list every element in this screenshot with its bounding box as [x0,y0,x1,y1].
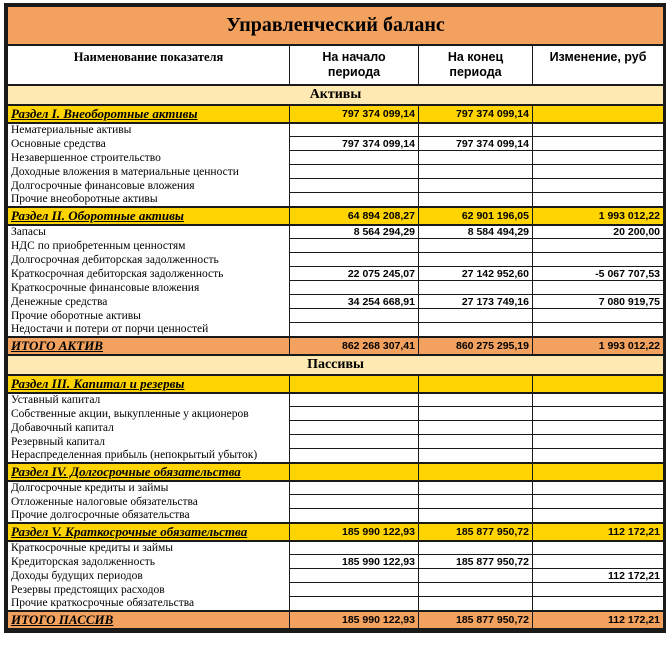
cell-change: 112 172,21 [533,569,664,583]
table-row [8,323,664,337]
header-row [8,45,664,85]
cell-start: 64 894 208,27 [290,207,419,225]
table-row [8,267,664,281]
row-label: Прочие краткосрочные обязательства [8,597,290,611]
cell-start [290,323,419,337]
row-label: Раздел V. Краткосрочные обязательства [8,523,290,541]
cell-change: 1 993 012,22 [533,337,664,355]
table-row [8,421,664,435]
cell-start [290,463,419,481]
cell-end [419,309,533,323]
row-label: Краткосрочная дебиторская задолженность [8,267,290,281]
cell-end: 185 877 950,72 [419,523,533,541]
table-row [8,495,664,509]
cell-change [533,541,664,555]
row-label: Денежные средства [8,295,290,309]
table-row [8,449,664,463]
table-row [8,137,664,151]
row-label: Добавочный капитал [8,421,290,435]
row-label: Раздел IV. Долгосрочные обязательства [8,463,290,481]
row-label: Прочие долгосрочные обязательства [8,509,290,523]
cell-start [290,281,419,295]
cell-end [419,165,533,179]
table-row [8,309,664,323]
table-row [8,179,664,193]
table-row [8,151,664,165]
table-row [8,393,664,407]
cell-change [533,421,664,435]
row-label: Долгосрочные финансовые вложения [8,179,290,193]
table-row [8,583,664,597]
balance-table [7,6,664,630]
cell-change: 20 200,00 [533,225,664,239]
cell-start [290,421,419,435]
cell-end [419,393,533,407]
cell-end: 8 584 494,29 [419,225,533,239]
cell-start [290,393,419,407]
row-label: Раздел II. Оборотные активы [8,207,290,225]
cell-change [533,481,664,495]
cell-end: 185 877 950,72 [419,611,533,629]
cell-start: 185 990 122,93 [290,611,419,629]
cell-start: 185 990 122,93 [290,523,419,541]
table-row [8,569,664,583]
row-label: Раздел III. Капитал и резервы [8,375,290,393]
cell-start: 22 075 245,07 [290,267,419,281]
cell-change [533,309,664,323]
cell-end [419,123,533,137]
cell-change [533,123,664,137]
cell-start [290,435,419,449]
cell-start [290,375,419,393]
row-label: Краткосрочные финансовые вложения [8,281,290,295]
row-label: НДС по приобретенным ценностям [8,239,290,253]
col-header-change [533,45,664,85]
cell-end [419,253,533,267]
cell-change [533,375,664,393]
band-row [8,85,664,105]
cell-end [419,597,533,611]
table-row [8,509,664,523]
row-label: Кредиторская задолженность [8,555,290,569]
cell-change [533,393,664,407]
cell-end [419,583,533,597]
row-label: Незавершенное строительство [8,151,290,165]
cell-change [533,597,664,611]
cell-start [290,151,419,165]
row-label: Уставный капитал [8,393,290,407]
table-row [8,555,664,569]
cell-change [533,583,664,597]
table-row [8,193,664,207]
cell-end [419,375,533,393]
row-label: ИТОГО ПАССИВ [8,611,290,629]
cell-end [419,449,533,463]
col-header-period-start [290,45,419,85]
section-row [8,105,664,123]
row-label: Раздел I. Внеоборотные активы [8,105,290,123]
cell-change [533,463,664,481]
cell-start [290,495,419,509]
cell-start [290,123,419,137]
cell-start: 8 564 294,29 [290,225,419,239]
section-row [8,207,664,225]
cell-end: 797 374 099,14 [419,105,533,123]
cell-start [290,407,419,421]
cell-end [419,179,533,193]
cell-start: 185 990 122,93 [290,555,419,569]
cell-end [419,569,533,583]
cell-change: 112 172,21 [533,611,664,629]
cell-change [533,435,664,449]
cell-start: 797 374 099,14 [290,105,419,123]
row-label: ИТОГО АКТИВ [8,337,290,355]
table-row [8,281,664,295]
cell-start: 862 268 307,41 [290,337,419,355]
section-row [8,523,664,541]
cell-start [290,481,419,495]
table-row [8,123,664,137]
row-label: Доходные вложения в материальные ценности [8,165,290,179]
cell-change [533,449,664,463]
report-frame [4,3,666,633]
cell-end [419,463,533,481]
row-label: Резервы предстоящих расходов [8,583,290,597]
cell-end: 27 142 952,60 [419,267,533,281]
col-header-name-label: Наименование показателя [73,49,224,64]
cell-end [419,323,533,337]
table-row [8,481,664,495]
table-row [8,435,664,449]
cell-change [533,281,664,295]
cell-change [533,407,664,421]
row-label: Доходы будущих периодов [8,569,290,583]
band-label: Активы [8,85,664,105]
cell-change [533,165,664,179]
cell-change [533,555,664,569]
cell-change [533,495,664,509]
cell-end: 797 374 099,14 [419,137,533,151]
table-row [8,541,664,555]
row-label: Прочие внеоборотные активы [8,193,290,207]
cell-end [419,509,533,523]
cell-change [533,179,664,193]
row-label: Запасы [8,225,290,239]
cell-start [290,165,419,179]
title-row [8,7,664,45]
cell-end: 185 877 950,72 [419,555,533,569]
cell-start: 34 254 668,91 [290,295,419,309]
row-label: Нематериальные активы [8,123,290,137]
cell-end [419,151,533,165]
cell-start [290,509,419,523]
col-header-name [8,45,290,85]
table-row [8,253,664,267]
row-label: Долгосрочная дебиторская задолженность [8,253,290,267]
cell-start [290,449,419,463]
cell-end [419,421,533,435]
col-header-period-end [419,45,533,85]
row-label: Собственные акции, выкупленные у акционеров [8,407,290,421]
row-label: Прочие оборотные активы [8,309,290,323]
row-label: Долгосрочные кредиты и займы [8,481,290,495]
row-label: Резервный капитал [8,435,290,449]
cell-end [419,193,533,207]
cell-change [533,151,664,165]
cell-start [290,569,419,583]
cell-start [290,253,419,267]
cell-end [419,495,533,509]
cell-change [533,193,664,207]
cell-start [290,597,419,611]
cell-change: 7 080 919,75 [533,295,664,309]
table-row [8,597,664,611]
cell-start [290,309,419,323]
cell-start: 797 374 099,14 [290,137,419,151]
cell-change [533,509,664,523]
cell-change [533,239,664,253]
section-row [8,463,664,481]
cell-end [419,407,533,421]
cell-change [533,137,664,151]
balance-table-body [8,85,664,629]
row-label: Нераспределенная прибыль (непокрытый убыток) [8,449,290,463]
col-header-period-start-label: На начало периода [322,49,386,80]
total-row [8,337,664,355]
cell-change [533,253,664,267]
cell-end [419,435,533,449]
col-header-change-label: Изменение, руб [549,49,647,64]
cell-start [290,193,419,207]
cell-end: 62 901 196,05 [419,207,533,225]
cell-start [290,541,419,555]
cell-end: 860 275 295,19 [419,337,533,355]
cell-change [533,323,664,337]
band-row [8,355,664,375]
row-label: Отложенные налоговые обязательства [8,495,290,509]
cell-end [419,481,533,495]
table-row [8,407,664,421]
cell-change: 112 172,21 [533,523,664,541]
cell-start [290,239,419,253]
table-row [8,295,664,309]
report-title: Управленческий баланс [8,7,664,45]
cell-change: 1 993 012,22 [533,207,664,225]
cell-change [533,105,664,123]
cell-end [419,541,533,555]
row-label: Основные средства [8,137,290,151]
table-row [8,225,664,239]
col-header-period-end-label: На конец периода [447,49,504,80]
cell-start [290,179,419,193]
row-label: Недостачи и потери от порчи ценностей [8,323,290,337]
table-row [8,239,664,253]
table-row [8,165,664,179]
section-row [8,375,664,393]
cell-start [290,583,419,597]
cell-change: -5 067 707,53 [533,267,664,281]
cell-end [419,281,533,295]
cell-end: 27 173 749,16 [419,295,533,309]
row-label: Краткосрочные кредиты и займы [8,541,290,555]
cell-end [419,239,533,253]
total-row [8,611,664,629]
band-label: Пассивы [8,355,664,375]
